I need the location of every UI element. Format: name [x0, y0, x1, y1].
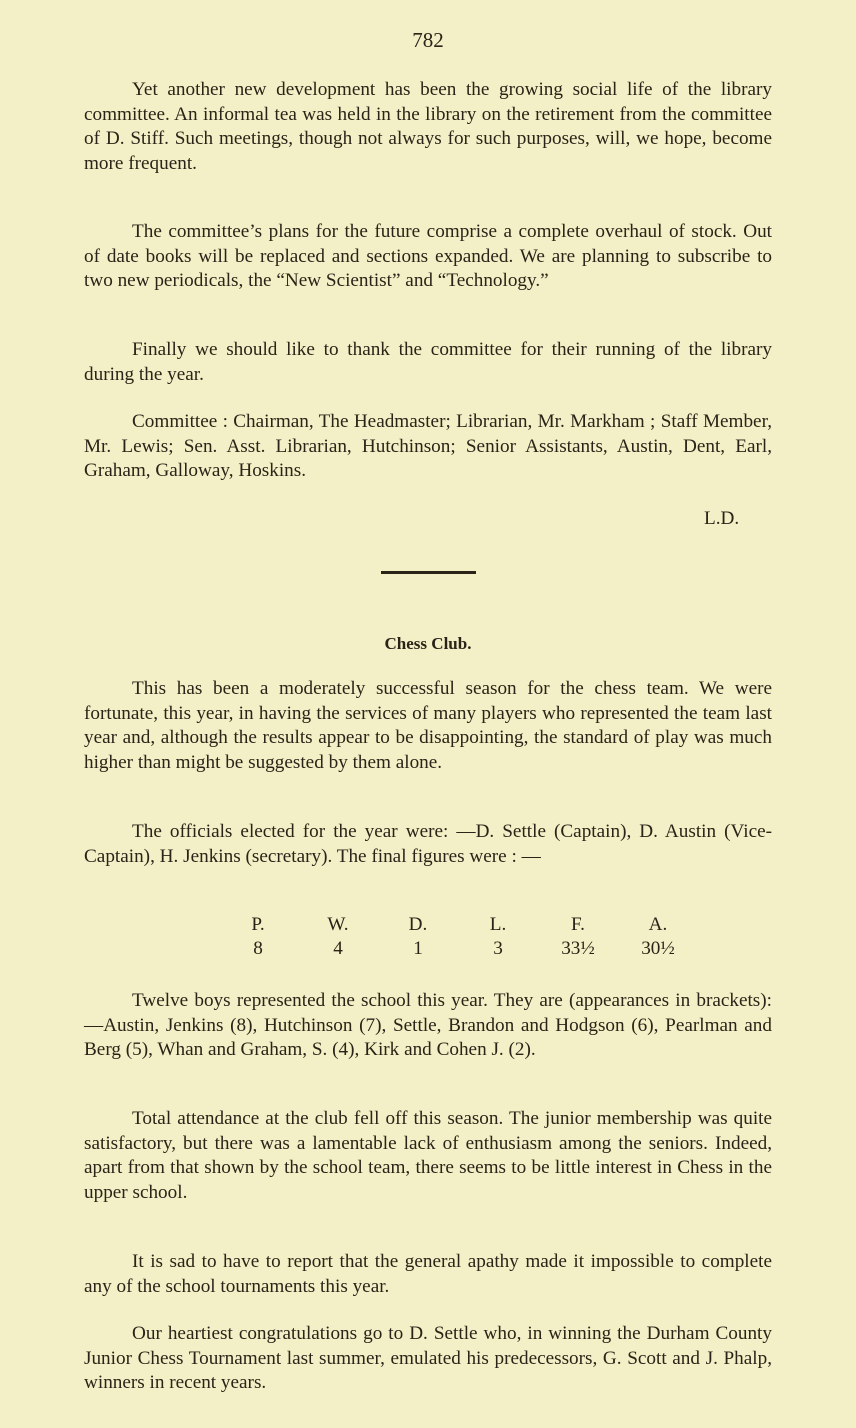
results-value-cell: 3	[493, 938, 503, 959]
paragraph-congratulations: Our heartiest congratulations go to D. Settle who, in winning the Durham County Junior Chess Tournament last summer, emulated his predecessors, G. Scott and J. Phalp, winners in recent years.	[84, 1323, 772, 1393]
results-table	[218, 913, 696, 961]
results-header-cell: L.	[489, 914, 507, 935]
results-header-cell: W.	[327, 914, 349, 935]
results-value-cell: 4	[333, 938, 343, 959]
results-value-cell: 33½	[561, 938, 595, 959]
results-value-row	[218, 937, 696, 961]
paragraph-officials: The officials elected for the year were: —D. Settle (Captain), D. Austin (Vice-Captain), H. Jenkins (secretary). The final figures were : —	[84, 821, 772, 867]
signature: L.D.	[704, 508, 740, 529]
results-header-cell: F.	[571, 914, 585, 935]
page-number: 782	[412, 28, 444, 52]
paragraph-committee-plans: The committee’s plans for the future comprise a complete overhaul of stock. Out of date books will be replaced and sections expanded. We are planning to subscribe to two new periodicals, the “New Scientist” and “Technology.”	[84, 221, 772, 291]
paragraph-committee-list: Committee : Chairman, The Headmaster; Librarian, Mr. Markham ; Staff Member, Mr. Lewis; Sen. Asst. Librarian, Hutchinson; Senior Assistants, Austin, Dent, Earl, Graham, Galloway, Hoskins.	[84, 411, 772, 481]
paragraph-attendance: Total attendance at the club fell off this season. The junior membership was quite satisfactory, but there was a lamentable lack of enthusiasm among the seniors. Indeed, apart from that shown by the school team, there seems to be little interest in Chess in the upper school.	[84, 1108, 772, 1203]
results-header-cell: D.	[408, 914, 428, 935]
paragraph-apathy: It is sad to have to report that the general apathy made it impossible to complete any of the school tournaments this year.	[84, 1251, 772, 1297]
results-value-cell: 8	[253, 938, 263, 959]
results-header-row	[218, 913, 696, 937]
paragraph-team-members: Twelve boys represented the school this year. They are (appearances in brackets): —Austin, Jenkins (8), Hutchinson (7), Settle, Brandon and Hodgson (6), Pearlman and Berg (5), Whan and Graham, S. (4), Kirk and Cohen J. (2).	[84, 990, 772, 1060]
paragraph-season: This has been a moderately successful season for the chess team. We were fortunate, this year, in having the services of many players who represented the team last year and, although the results appear to be disappointing, the standard of play was much higher than might be suggested by them alone.	[84, 678, 772, 773]
results-header-cell: A.	[648, 914, 668, 935]
section-heading: Chess Club.	[384, 634, 472, 653]
results-header-cell: P.	[251, 914, 265, 935]
paragraph-thanks: Finally we should like to thank the committee for their running of the library during the year.	[84, 339, 772, 385]
section-divider	[381, 571, 476, 574]
paragraph-social-life: Yet another new development has been the growing social life of the library committee. An informal tea was held in the library on the retirement from the committee of D. Stiff. Such meetings, though not always for such purposes, will, we hope, become more frequent.	[84, 79, 772, 174]
results-value-cell: 30½	[641, 938, 675, 959]
results-value-cell: 1	[413, 938, 423, 959]
